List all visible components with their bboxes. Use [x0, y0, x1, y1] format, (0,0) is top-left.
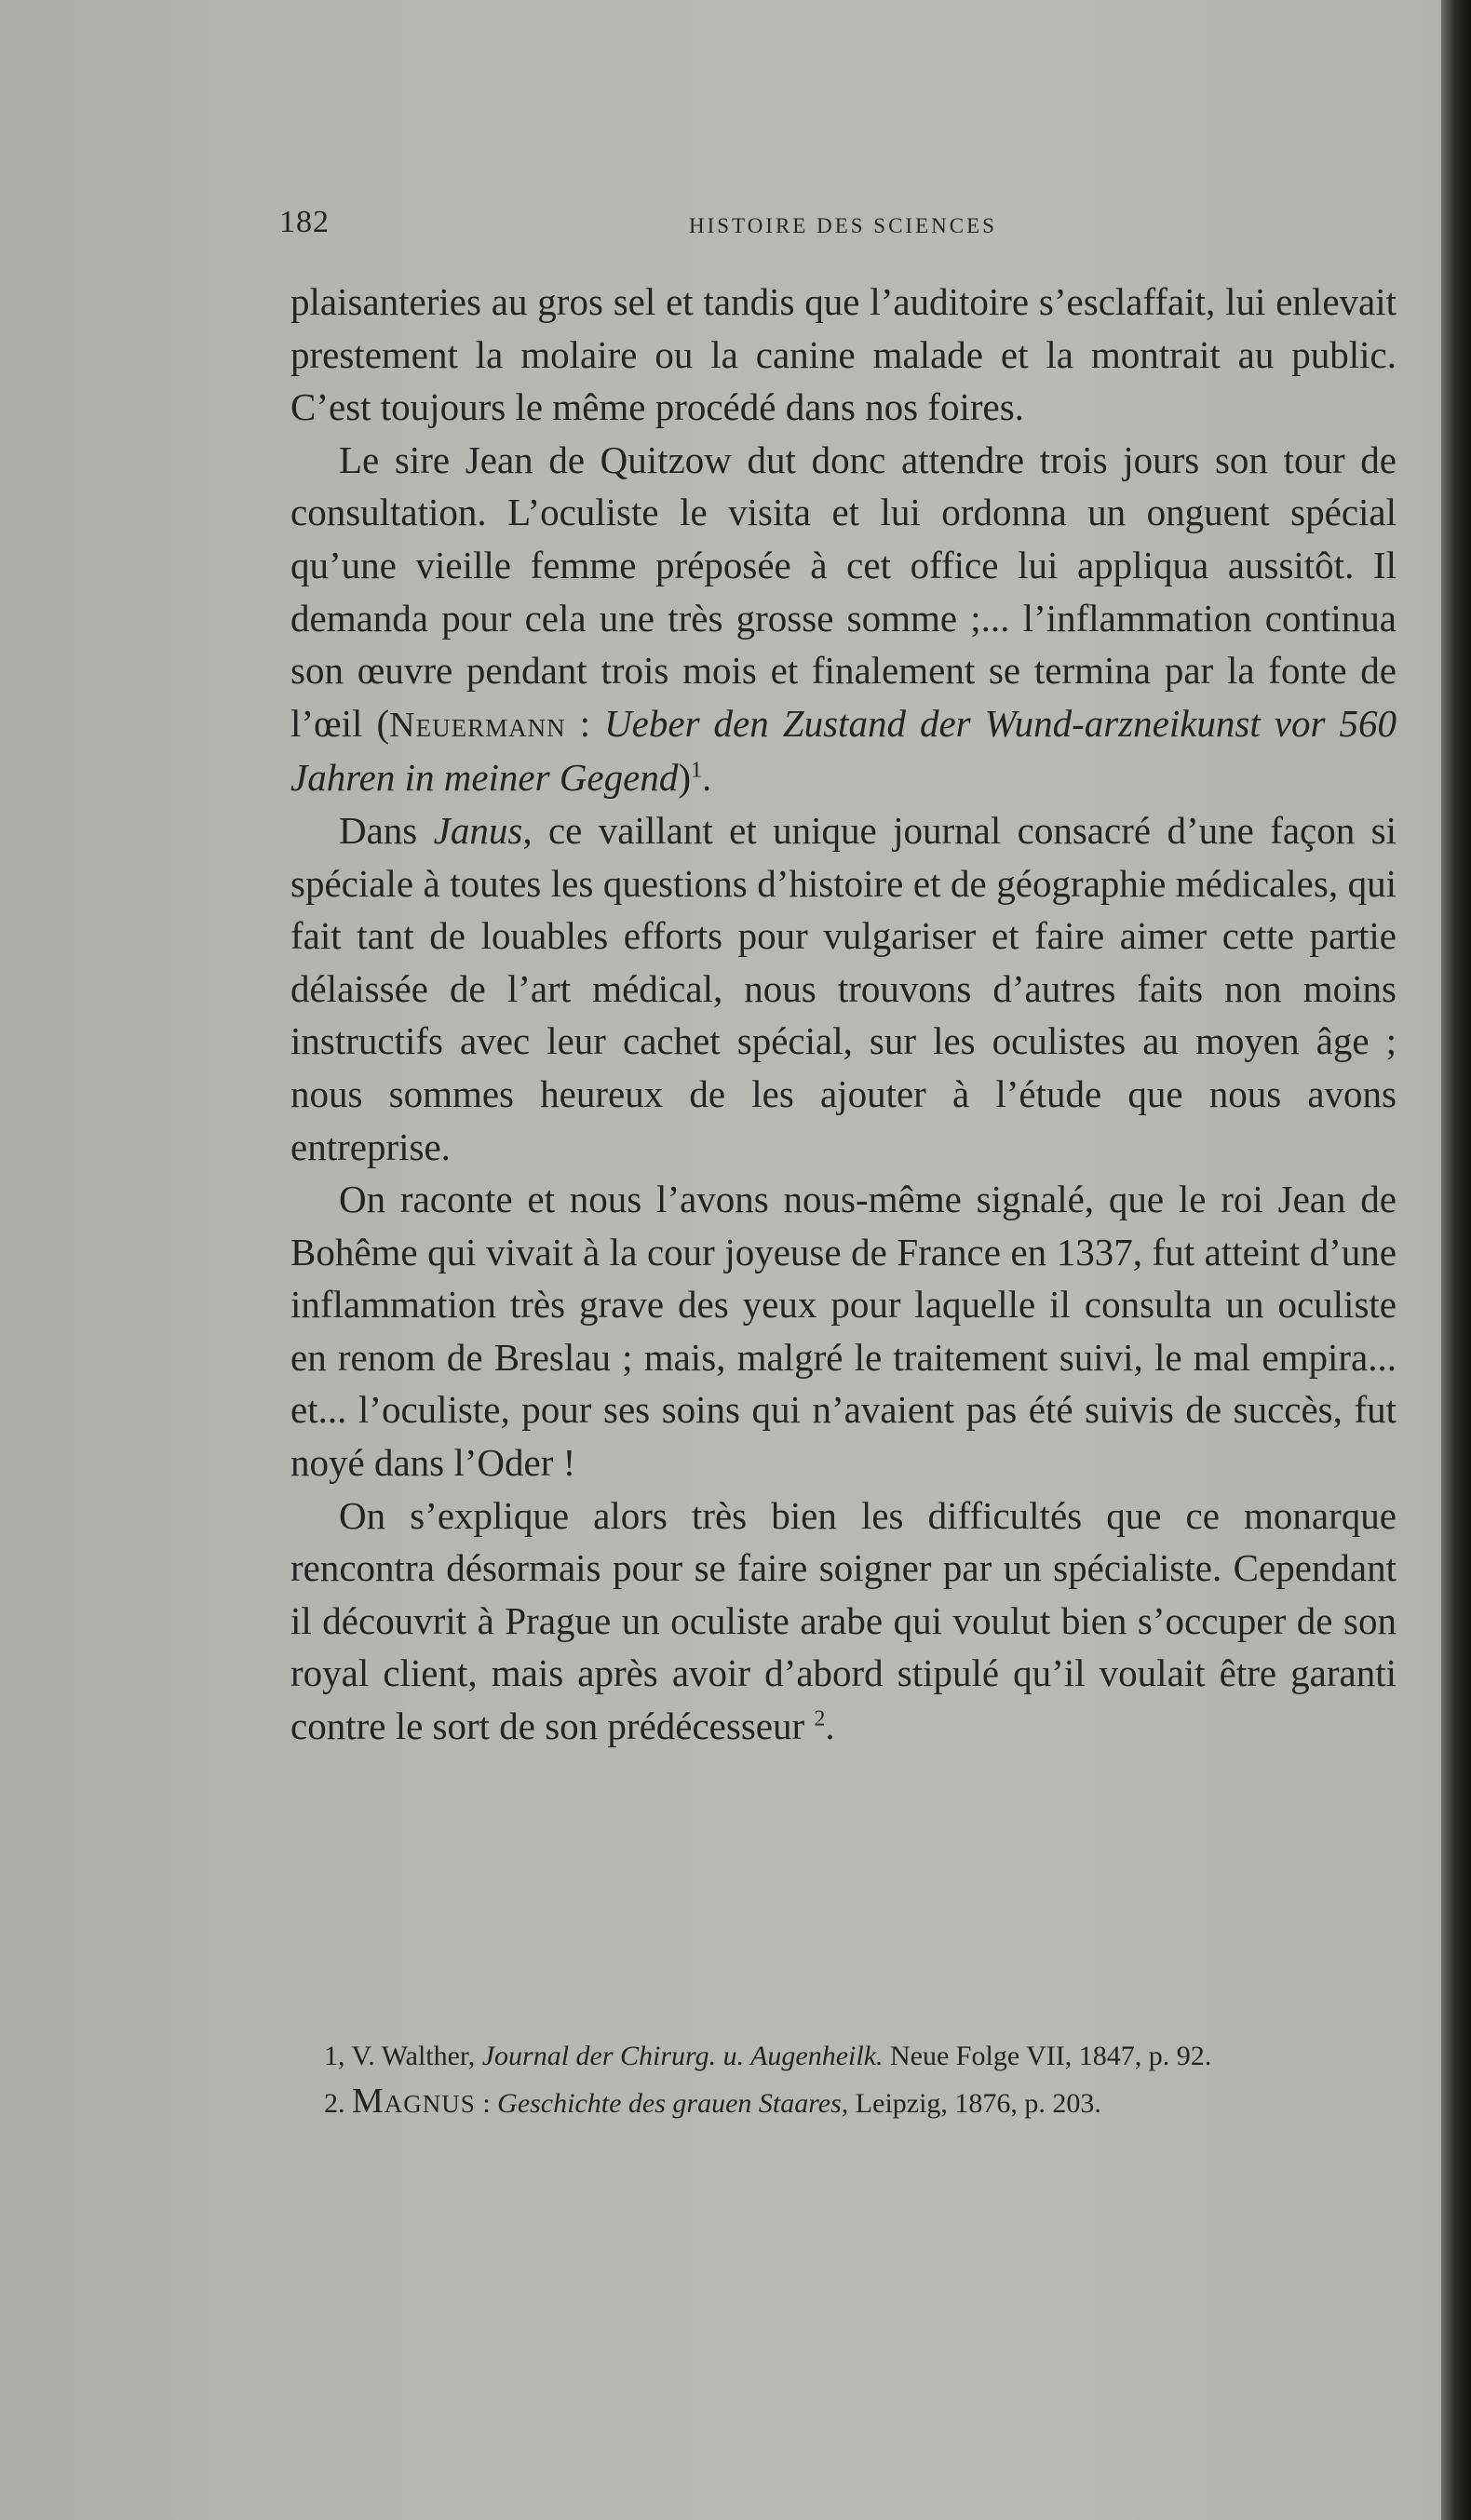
- footnotes: [296, 2039, 1395, 2131]
- footnote-2-title: Geschichte des grauen Staares,: [497, 2088, 849, 2119]
- paragraph-2: [290, 434, 1397, 804]
- cited-author: Neuermann: [389, 705, 566, 745]
- footnote-2-separator: :: [475, 2088, 498, 2119]
- footnote-1-title: Journal der Chirurg. u. Augenheilk.: [481, 2041, 884, 2071]
- paragraph-4: On raconte et nous l’avons nous-même signalé, que le roi Jean de Bohême qui vivait à la cour joyeuse de France en 1337, fut atteint d’une inflammation très grave des yeux pour laquelle il consulta un oculiste en renom de Breslau ; mais, malgré le traitement suivi, le mal empira... et... l’oculiste, pour ses soins qui n’avaient pas été suivis de succès, fut noyé dans l’Oder !: [290, 1178, 1397, 1485]
- main-text: [290, 276, 1397, 1753]
- paragraph-2-text: Le sire Jean de Quitzow dut donc attendre trois jours son tour de consultation. L’oculiste le visita et lui ordonna un onguent spécial qu’une vieille femme préposée à cet office lui appliqua aussitôt. Il demanda pour cela une très grosse somme ;... l’inflammation continua son œuvre pendant trois mois et finalement se termina par la fonte de l’œil (: [290, 438, 1397, 745]
- citation-close: ): [678, 756, 691, 800]
- paragraph-5-text: On s’explique alors très bien les difficultés que ce monarque rencontra désormais pour se faire soigner par un spécialiste. Cependant il découvrit à Prague un oculiste arabe qui voulut bien s’occuper de son royal client, mais après avoir d’abord stipulé qu’il voulait être garanti contre le sort de son prédécesseur: [290, 1493, 1397, 1748]
- paragraph-5-end: .: [825, 1705, 835, 1748]
- paragraph-5: [290, 1489, 1397, 1753]
- footnote-1-rest: Neue Folge VII, 1847, p. 92.: [883, 2041, 1212, 2071]
- paragraph-1: plaisanteries au gros sel et tandis que l’auditoire s’esclaffait, lui enlevait prestement la molaire ou la canine malade et la montrait au public. C’est toujours le même procédé dans nos foires.: [290, 280, 1397, 429]
- footnote-1-prefix: 1, V. Walther,: [324, 2041, 482, 2071]
- footnote-ref-2: 2: [814, 1706, 826, 1732]
- footnote-2: [296, 2083, 1395, 2122]
- paragraph-2-period: .: [701, 756, 712, 800]
- footnote-2-rest: Leipzig, 1876, p. 203.: [848, 2088, 1101, 2119]
- book-spine-shadow: [1441, 0, 1471, 2520]
- footnote-ref-1: 1: [690, 758, 702, 783]
- cited-work-title: Ueber den Zustand der Wund-arzneikunst vor 560 Jahren in meiner Gegend: [290, 701, 1397, 800]
- page-number: 182: [279, 205, 330, 239]
- footnote-1: [296, 2039, 1395, 2074]
- footnote-2-prefix: 2.: [324, 2088, 352, 2119]
- footnote-2-author: Magnus: [352, 2082, 476, 2121]
- citation-separator: :: [565, 701, 605, 745]
- page-header: [279, 205, 1406, 261]
- running-title: HISTOIRE DES SCIENCES: [689, 214, 997, 237]
- paragraph-3: [290, 804, 1397, 1173]
- paragraph-3-rest: , ce vaillant et unique journal consacré d’une façon si spéciale à toutes les questions d’histoire et de géographie médicales, qui fait tant de louables efforts pour vulgariser et faire aimer cette partie délaissée de l’art médical, nous trouvons d’autres faits non moins instructifs avec leur cachet spécial, sur les oculistes au moyen âge ; nous sommes heureux de les ajouter à l’étude que nous avons entreprise.: [290, 808, 1397, 1168]
- paragraph-3-start: Dans: [339, 808, 434, 852]
- journal-name: Janus: [433, 808, 523, 852]
